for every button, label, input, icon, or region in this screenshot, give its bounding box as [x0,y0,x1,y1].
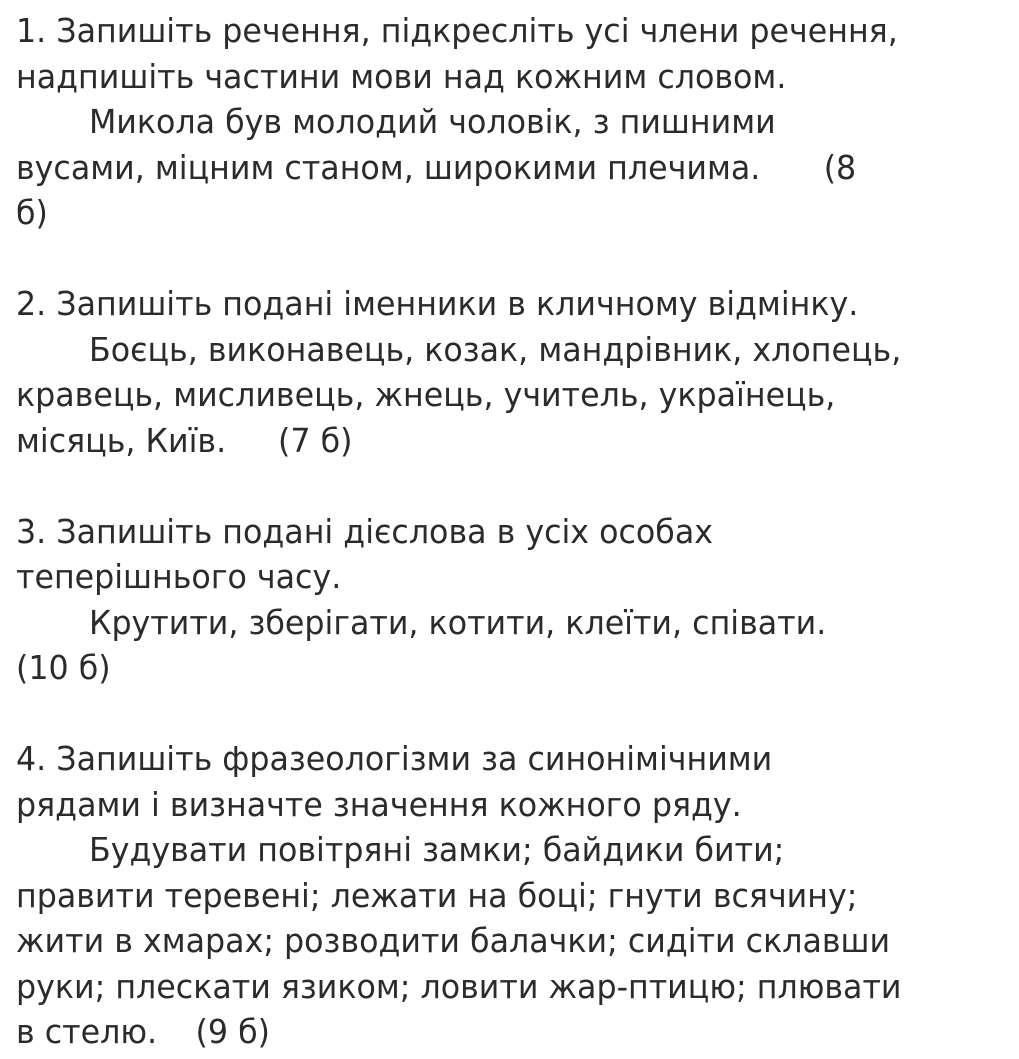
task-4-text-line-1: Будувати повітряні замки; байдики бити; [88,830,785,869]
task-4-text-line-3: жити в хмарах; розводити балачки; сидіти склавши [16,921,891,960]
task-2 [16,281,966,463]
assignment-document [16,0,966,1055]
task-3 [16,509,966,691]
task-4-heading-line-1: 4. Запишіть фразеологізми за синонімічними [16,739,773,778]
task-1 [16,8,966,236]
task-4-text-line-5-row [16,1009,966,1055]
task-4-text-line-4: руки; плескати язиком; ловити жар-птицю; плювати [16,966,902,1006]
task-1-heading-line-1: 1. Запишіть речення, підкресліть усі члени речення, [16,11,898,50]
task-3-points: (10 б) [16,648,111,687]
task-4-heading-line-2: рядами і визначте значення кожного ряду. [16,784,742,824]
task-3-heading-line-2: теперішнього часу. [16,557,342,596]
task-1-points-part-2: б) [16,193,48,232]
task-2-points: (7 б) [278,420,353,460]
task-1-heading-line-2: надпишіть частини мови над кожним словом. [16,56,787,96]
task-2-heading-line-1: 2. Запишіть подані іменники в кличному відмінку. [16,284,859,323]
task-2-text-line-3-row [16,418,966,464]
task-1-text-line-1: Микола був молодий чоловік, з пишними [88,102,776,141]
task-1-points-part-1: (8 [823,147,857,187]
task-3-heading-line-1: 3. Запишіть подані дієслова в усіх особах [16,511,714,551]
task-3-text-line-1: Крутити, зберігати, котити, клеїти, співати. [88,602,827,642]
task-2-text-line-1: Боєць, виконавець, козак, мандрівник, хлопець, [88,329,902,369]
task-4-text-line-5: в стелю. [16,1012,158,1051]
task-4-text-line-2: правити теревені; лежати на боці; гнути всячину; [16,875,858,915]
task-1-text-line-2: вусами, міцним станом, широкими плечима. [16,147,761,187]
task-4 [16,736,966,1055]
task-2-text-line-2: кравець, мисливець, жнець, учитель, українець, [16,375,836,414]
task-4-points: (9 б) [195,1012,270,1051]
task-2-text-line-3: місяць, Київ. [16,420,227,460]
task-1-text-line-2-row [16,145,966,191]
